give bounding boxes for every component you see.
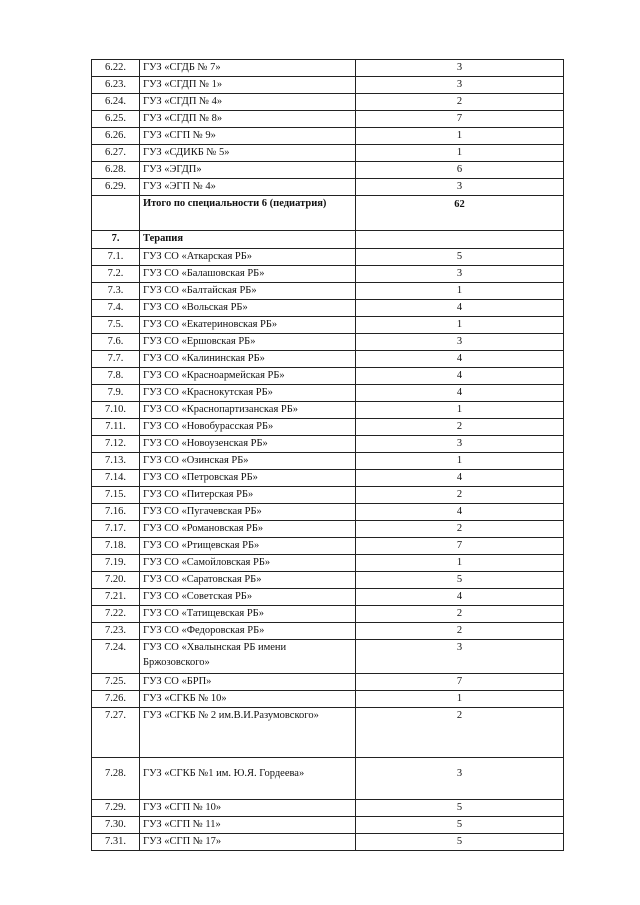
table-row	[92, 249, 564, 266]
table-row	[92, 111, 564, 128]
row-number: 7.13.	[92, 453, 140, 470]
table-row	[92, 266, 564, 283]
table-row	[92, 60, 564, 77]
row-number: 7.21.	[92, 589, 140, 606]
organization-name: ГУЗ СО «Ртищевская РБ»	[140, 538, 356, 555]
count-value: 3	[356, 77, 564, 94]
table-row	[92, 351, 564, 368]
count-value: 3	[356, 436, 564, 453]
organization-name: ГУЗ «СГДП № 1»	[140, 77, 356, 94]
organization-name: ГУЗ «СГКБ № 10»	[140, 691, 356, 708]
organization-name: ГУЗ СО «Балтайская РБ»	[140, 283, 356, 300]
row-number: 7.	[92, 231, 140, 249]
organization-name: ГУЗ СО «Аткарская РБ»	[140, 249, 356, 266]
table-row	[92, 623, 564, 640]
table-row	[92, 589, 564, 606]
organization-name: ГУЗ СО «Балашовская РБ»	[140, 266, 356, 283]
organization-name: ГУЗ СО «Советская РБ»	[140, 589, 356, 606]
row-number: 7.27.	[92, 708, 140, 758]
count-value	[356, 231, 564, 249]
table-row	[92, 708, 564, 758]
organization-name: ГУЗ СО «Федоровская РБ»	[140, 623, 356, 640]
count-value: 2	[356, 606, 564, 623]
organization-name: ГУЗ «СГКБ № 2 им.В.И.Разумовского»	[140, 708, 356, 758]
count-value: 7	[356, 538, 564, 555]
count-value: 1	[356, 128, 564, 145]
organization-name: ГУЗ «СГП № 11»	[140, 817, 356, 834]
organization-name: ГУЗ СО «Самойловская РБ»	[140, 555, 356, 572]
organization-name: ГУЗ СО «Новоузенская РБ»	[140, 436, 356, 453]
organization-name: ГУЗ «ЭГП № 4»	[140, 179, 356, 196]
organization-name: ГУЗ «СГКБ №1 им. Ю.Я. Гордеева»	[140, 758, 356, 800]
count-value: 7	[356, 111, 564, 128]
row-number: 6.28.	[92, 162, 140, 179]
row-number: 7.25.	[92, 674, 140, 691]
organization-name: ГУЗ «СГП № 9»	[140, 128, 356, 145]
count-value: 4	[356, 300, 564, 317]
count-value: 3	[356, 640, 564, 674]
count-value: 1	[356, 691, 564, 708]
count-value: 2	[356, 623, 564, 640]
allocation-table	[91, 59, 564, 851]
organization-name: ГУЗ СО «Татищевская РБ»	[140, 606, 356, 623]
row-number: 7.15.	[92, 487, 140, 504]
table-row	[92, 691, 564, 708]
row-number: 7.18.	[92, 538, 140, 555]
row-number: 7.28.	[92, 758, 140, 800]
row-number	[92, 196, 140, 231]
organization-name: ГУЗ СО «Новобурасская РБ»	[140, 419, 356, 436]
count-value: 2	[356, 708, 564, 758]
count-value: 5	[356, 249, 564, 266]
organization-name: ГУЗ СО «Саратовская РБ»	[140, 572, 356, 589]
table-row	[92, 77, 564, 94]
row-number: 7.29.	[92, 800, 140, 817]
section-row	[92, 231, 564, 249]
count-value: 4	[356, 368, 564, 385]
count-value: 1	[356, 145, 564, 162]
organization-name: ГУЗ СО «Пугачевская РБ»	[140, 504, 356, 521]
table-row	[92, 368, 564, 385]
row-number: 6.29.	[92, 179, 140, 196]
table-row	[92, 283, 564, 300]
count-value: 2	[356, 94, 564, 111]
row-number: 7.17.	[92, 521, 140, 538]
table-row	[92, 606, 564, 623]
table-row	[92, 470, 564, 487]
count-value: 3	[356, 266, 564, 283]
organization-name: ГУЗ СО «Краснопартизанская РБ»	[140, 402, 356, 419]
count-value: 5	[356, 572, 564, 589]
row-number: 7.26.	[92, 691, 140, 708]
row-number: 7.2.	[92, 266, 140, 283]
row-number: 7.4.	[92, 300, 140, 317]
count-value: 5	[356, 800, 564, 817]
organization-name: ГУЗ СО «Романовская РБ»	[140, 521, 356, 538]
organization-name: Итого по специальности 6 (педиатрия)	[140, 196, 356, 231]
organization-name: ГУЗ «СГП № 17»	[140, 834, 356, 851]
organization-name: ГУЗ «СДИКБ № 5»	[140, 145, 356, 162]
row-number: 7.9.	[92, 385, 140, 402]
table-row	[92, 758, 564, 800]
count-value: 1	[356, 555, 564, 572]
organization-name: ГУЗ СО «Красноармейская РБ»	[140, 368, 356, 385]
table-row	[92, 162, 564, 179]
organization-name: ГУЗ СО «БРП»	[140, 674, 356, 691]
table-row	[92, 179, 564, 196]
row-number: 7.24.	[92, 640, 140, 674]
row-number: 7.12.	[92, 436, 140, 453]
count-value: 4	[356, 504, 564, 521]
count-value: 2	[356, 521, 564, 538]
count-value: 2	[356, 487, 564, 504]
table-row	[92, 817, 564, 834]
count-value: 6	[356, 162, 564, 179]
row-number: 7.19.	[92, 555, 140, 572]
organization-name: ГУЗ СО «Озинская РБ»	[140, 453, 356, 470]
table-row	[92, 834, 564, 851]
row-number: 7.11.	[92, 419, 140, 436]
row-number: 7.30.	[92, 817, 140, 834]
organization-name: ГУЗ «СГДП № 8»	[140, 111, 356, 128]
table-row	[92, 436, 564, 453]
table-row	[92, 538, 564, 555]
table-row	[92, 640, 564, 674]
row-number: 6.26.	[92, 128, 140, 145]
row-number: 6.27.	[92, 145, 140, 162]
count-value: 1	[356, 317, 564, 334]
table-row	[92, 317, 564, 334]
table-row	[92, 300, 564, 317]
row-number: 7.16.	[92, 504, 140, 521]
count-value: 3	[356, 179, 564, 196]
table-row	[92, 504, 564, 521]
total-row	[92, 196, 564, 231]
row-number: 7.7.	[92, 351, 140, 368]
organization-name: ГУЗ СО «Краснокутская РБ»	[140, 385, 356, 402]
count-value: 1	[356, 283, 564, 300]
count-value: 4	[356, 351, 564, 368]
table-row	[92, 521, 564, 538]
row-number: 6.23.	[92, 77, 140, 94]
organization-name: ГУЗ «СГДП № 4»	[140, 94, 356, 111]
row-number: 7.8.	[92, 368, 140, 385]
organization-name: ГУЗ СО «Петровская РБ»	[140, 470, 356, 487]
row-number: 7.20.	[92, 572, 140, 589]
table-row	[92, 385, 564, 402]
organization-name: ГУЗ СО «Ершовская РБ»	[140, 334, 356, 351]
organization-name: ГУЗ СО «Екатериновская РБ»	[140, 317, 356, 334]
row-number: 7.6.	[92, 334, 140, 351]
table-row	[92, 94, 564, 111]
row-number: 7.14.	[92, 470, 140, 487]
count-value: 4	[356, 470, 564, 487]
count-value: 4	[356, 589, 564, 606]
organization-name: ГУЗ СО «Хвалынская РБ имени Бржозовского»	[140, 640, 356, 674]
row-number: 6.22.	[92, 60, 140, 77]
organization-name: ГУЗ «ЭГДП»	[140, 162, 356, 179]
table-row	[92, 487, 564, 504]
organization-name: ГУЗ СО «Питерская РБ»	[140, 487, 356, 504]
count-value: 5	[356, 834, 564, 851]
count-value: 7	[356, 674, 564, 691]
table-body	[92, 60, 564, 851]
count-value: 4	[356, 385, 564, 402]
row-number: 6.24.	[92, 94, 140, 111]
organization-name: ГУЗ СО «Калининская РБ»	[140, 351, 356, 368]
count-value: 2	[356, 419, 564, 436]
organization-name: ГУЗ «СГП № 10»	[140, 800, 356, 817]
count-value: 5	[356, 817, 564, 834]
row-number: 7.5.	[92, 317, 140, 334]
row-number: 7.10.	[92, 402, 140, 419]
table-row	[92, 334, 564, 351]
row-number: 7.22.	[92, 606, 140, 623]
organization-name: ГУЗ «СГДБ № 7»	[140, 60, 356, 77]
table-row	[92, 402, 564, 419]
table-row	[92, 419, 564, 436]
count-value: 3	[356, 60, 564, 77]
table-row	[92, 800, 564, 817]
row-number: 7.3.	[92, 283, 140, 300]
count-value: 3	[356, 334, 564, 351]
table-row	[92, 128, 564, 145]
count-value: 3	[356, 758, 564, 800]
count-value: 1	[356, 402, 564, 419]
row-number: 7.31.	[92, 834, 140, 851]
table-row	[92, 572, 564, 589]
count-value: 62	[356, 196, 564, 231]
table-row	[92, 555, 564, 572]
row-number: 6.25.	[92, 111, 140, 128]
organization-name: ГУЗ СО «Вольская РБ»	[140, 300, 356, 317]
organization-name: Терапия	[140, 231, 356, 249]
row-number: 7.1.	[92, 249, 140, 266]
row-number: 7.23.	[92, 623, 140, 640]
count-value: 1	[356, 453, 564, 470]
table-row	[92, 674, 564, 691]
table-row	[92, 145, 564, 162]
table-row	[92, 453, 564, 470]
